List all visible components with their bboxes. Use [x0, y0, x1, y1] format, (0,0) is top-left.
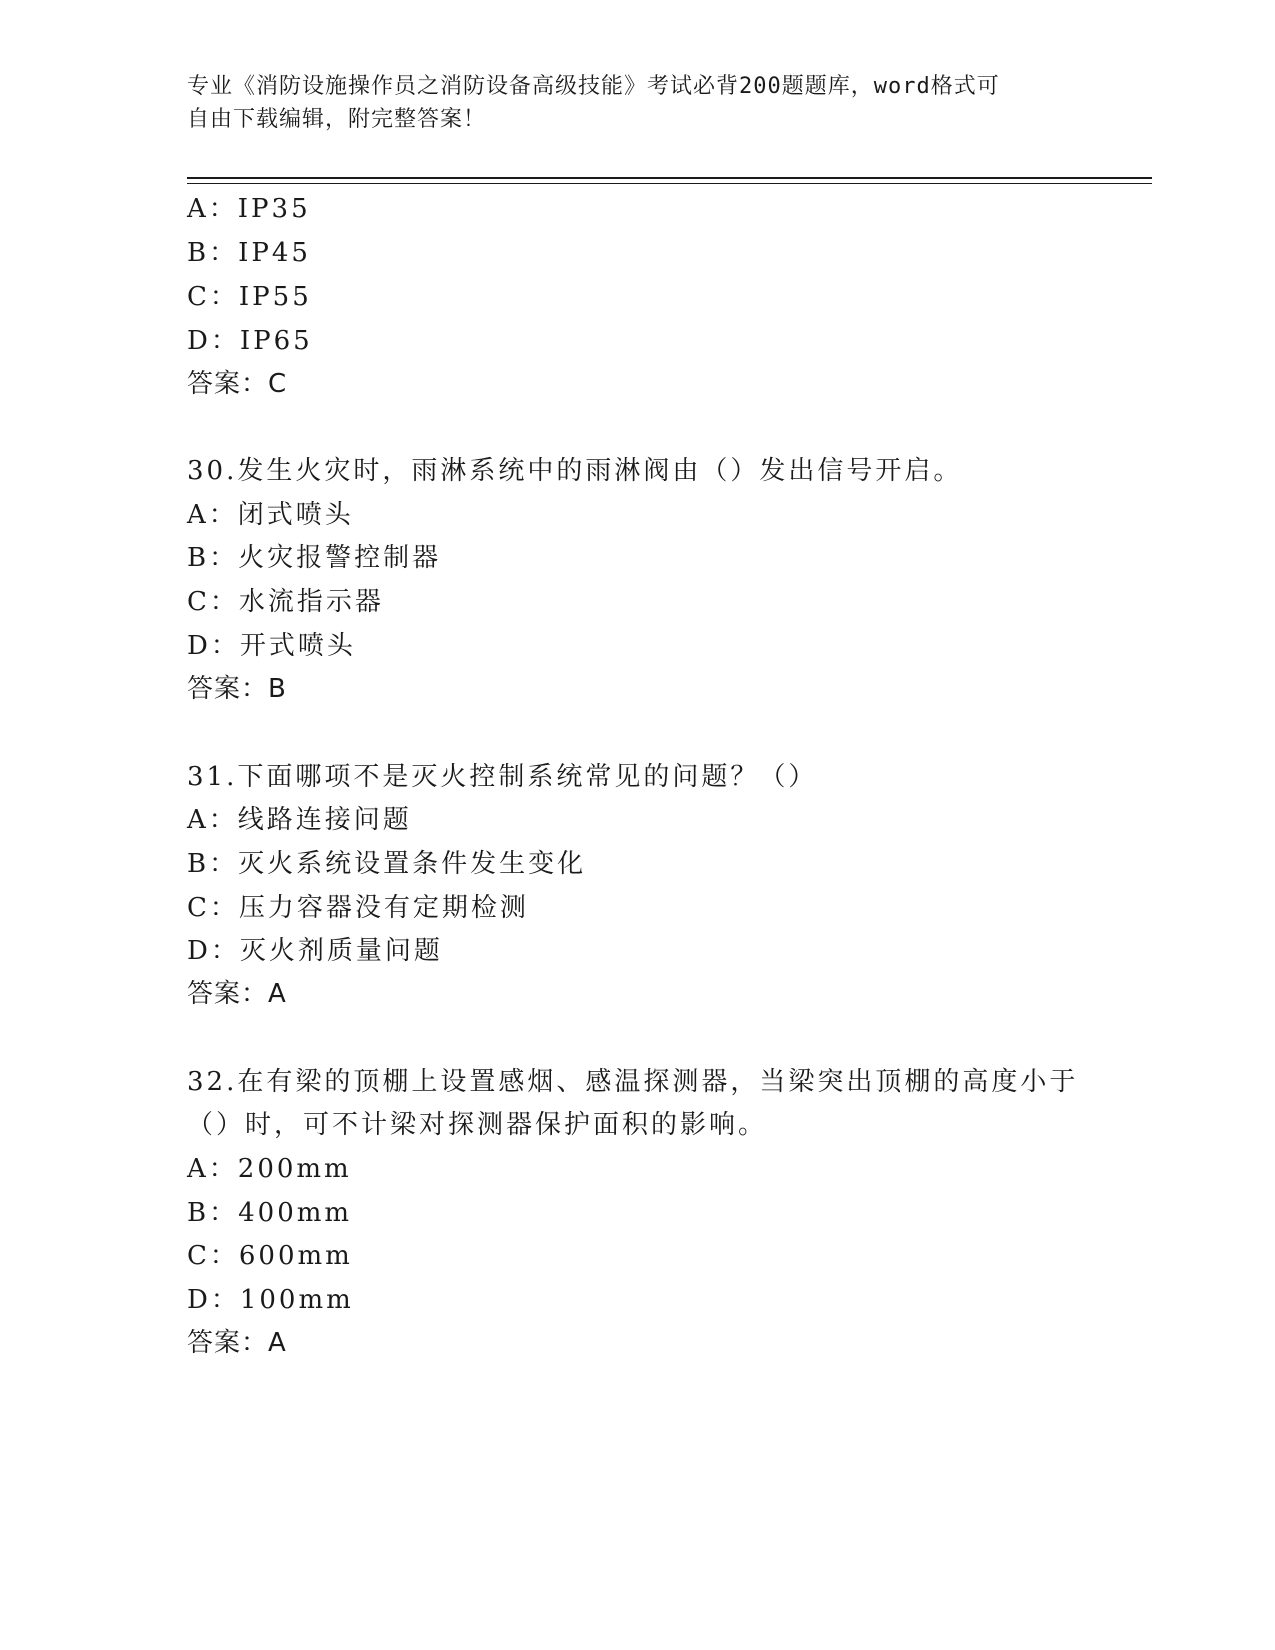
q32-stem-line-2: （）时，可不计梁对探测器保护面积的影响。 [187, 1110, 768, 1140]
q30-option-a: A：闭式喷头 [187, 500, 354, 530]
q29-option-a: A：IP35 [187, 194, 311, 224]
q31-option-b: B：灭火系统设置条件发生变化 [187, 849, 587, 879]
q29-option-b: B：IP45 [187, 238, 311, 268]
q30-answer: 答案：B [187, 674, 287, 704]
q30-option-c: C：水流指示器 [187, 587, 384, 617]
q32-answer: 答案：A [187, 1328, 287, 1358]
header-line-2: 自由下载编辑，附完整答案！ [187, 107, 487, 132]
q32-option-d: D：100mm [187, 1285, 354, 1315]
header-divider-thick [187, 177, 1152, 179]
q32-stem-line-1: 32.在有梁的顶棚上设置感烟、感温探测器，当梁突出顶棚的高度小于 [187, 1067, 1079, 1097]
q29-option-c: C：IP55 [187, 282, 312, 312]
q30-option-d: D：开式喷头 [187, 631, 356, 661]
q29-option-d: D：IP65 [187, 326, 313, 356]
q31-option-a: A：线路连接问题 [187, 805, 412, 835]
q32-option-a: A：200mm [187, 1154, 352, 1184]
header-divider-thin [187, 183, 1152, 184]
q30-option-b: B：火灾报警控制器 [187, 543, 442, 573]
q29-answer: 答案：C [187, 369, 288, 399]
q31-option-d: D：灭火剂质量问题 [187, 936, 443, 966]
q31-answer: 答案：A [187, 979, 287, 1009]
document-header [187, 70, 1067, 136]
q32-option-c: C：600mm [187, 1241, 353, 1271]
header-line-1: 专业《消防设施操作员之消防设备高级技能》考试必背200题题库，word格式可 [187, 74, 1000, 99]
q32-option-b: B：400mm [187, 1198, 353, 1228]
q31-option-c: C：压力容器没有定期检测 [187, 893, 529, 923]
q31-stem: 31.下面哪项不是灭火控制系统常见的问题？（） [187, 762, 818, 792]
q30-stem: 30.发生火灾时，雨淋系统中的雨淋阀由（）发出信号开启。 [187, 456, 963, 486]
